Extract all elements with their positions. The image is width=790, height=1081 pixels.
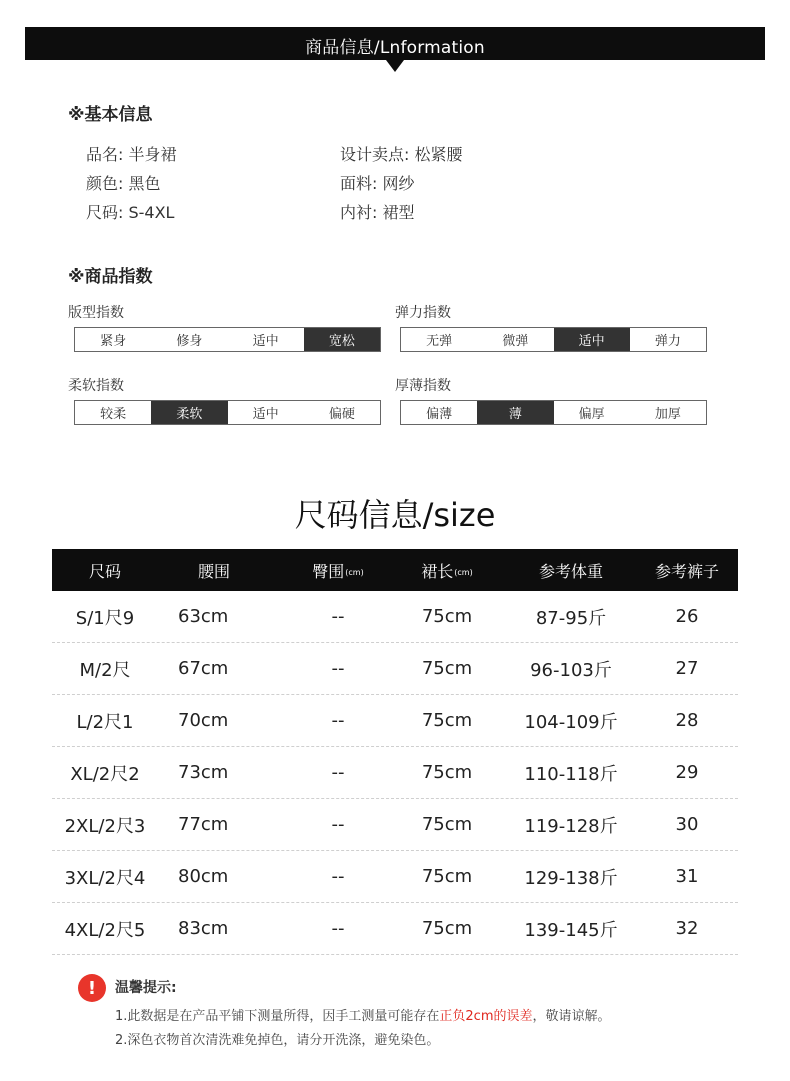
table-cell: 75cm	[421, 918, 473, 939]
fit-index-label: 版型指数	[68, 305, 124, 321]
table-cell: 104-109斤	[524, 711, 618, 733]
table-cell: 110-118斤	[524, 763, 618, 785]
table-row	[52, 591, 738, 643]
scale-option: 加厚	[654, 407, 681, 422]
size-table	[52, 549, 738, 955]
softness-index-label: 柔软指数	[68, 378, 124, 394]
header-hip: 臀围 (cm)	[312, 561, 364, 581]
table-cell: 75cm	[421, 710, 473, 731]
table-cell: S/1尺9	[75, 607, 135, 629]
tips-title: 温馨提示:	[115, 980, 177, 996]
thickness-index-label: 厚薄指数	[395, 378, 451, 394]
scale-option: 偏厚	[578, 407, 605, 422]
scale-option: 偏硬	[328, 407, 355, 422]
table-cell: --	[331, 814, 345, 835]
elasticity-index-scale	[400, 327, 707, 352]
table-cell: 70cm	[178, 710, 229, 731]
table-cell: 75cm	[421, 606, 473, 627]
table-row	[52, 747, 738, 799]
tips-note-1: 1.此数据是在产品平铺下测量所得，因手工测量可能存在正负2cm的误差，敬请谅解。	[115, 1009, 611, 1024]
table-cell: 75cm	[421, 814, 473, 835]
scale-option: 无弹	[426, 334, 453, 349]
scale-option-selected: 宽松	[304, 328, 380, 351]
scale-option: 紧身	[100, 334, 127, 349]
size-info-title: 尺码信息/size	[294, 496, 496, 534]
header-banner	[25, 27, 765, 60]
product-index-heading: ※商品指数	[68, 267, 153, 287]
table-cell: 67cm	[178, 658, 229, 679]
table-cell: 2XL/2尺3	[64, 815, 146, 837]
table-cell: XL/2尺2	[70, 763, 140, 785]
table-cell: 75cm	[421, 658, 473, 679]
fit-index-scale	[74, 327, 381, 352]
basic-info-heading: ※基本信息	[68, 105, 153, 125]
header-ref-weight: 参考体重	[538, 561, 603, 581]
table-cell: 29	[675, 762, 699, 783]
table-cell: 31	[675, 866, 699, 887]
table-cell: M/2尺	[79, 659, 131, 681]
info-color: 颜色: 黑色	[86, 174, 161, 193]
elasticity-index-label: 弹力指数	[395, 305, 451, 321]
table-cell: 32	[675, 918, 699, 939]
banner-notch	[386, 60, 404, 72]
table-cell: 75cm	[421, 762, 473, 783]
scale-option-selected: 适中	[554, 328, 630, 351]
scale-option: 微弹	[502, 334, 529, 349]
header-size: 尺码	[88, 561, 121, 581]
banner-title: 商品信息/Lnformation	[305, 38, 485, 58]
table-row	[52, 643, 738, 695]
table-cell: 77cm	[178, 814, 229, 835]
table-cell: --	[331, 918, 345, 939]
table-row	[52, 695, 738, 747]
scale-option: 适中	[252, 407, 279, 422]
scale-option: 修身	[176, 334, 203, 349]
info-design-feature: 设计卖点: 松紧腰	[340, 145, 463, 164]
info-size-range: 尺码: S-4XL	[86, 203, 175, 222]
scale-option-selected: 柔软	[151, 401, 227, 424]
table-cell: --	[331, 606, 345, 627]
table-cell: --	[331, 658, 345, 679]
scale-option-selected: 薄	[477, 401, 553, 424]
table-cell: 87-95斤	[535, 607, 607, 629]
scale-option: 弹力	[654, 334, 681, 349]
scale-option: 较柔	[100, 407, 127, 422]
thickness-index-scale	[400, 400, 707, 425]
table-cell: 75cm	[421, 866, 473, 887]
header-skirt-length: 裙长 (cm)	[421, 561, 473, 581]
table-row	[52, 903, 738, 955]
table-cell: 27	[675, 658, 699, 679]
table-cell: 73cm	[178, 762, 229, 783]
header-hip-unit: (cm)	[345, 567, 364, 577]
table-cell: 30	[675, 814, 699, 835]
size-table-body	[52, 591, 738, 955]
info-fabric: 面料: 网纱	[340, 174, 415, 193]
size-table-header	[52, 549, 738, 591]
scale-option: 适中	[252, 334, 279, 349]
softness-index-scale	[74, 400, 381, 425]
table-cell: 119-128斤	[524, 815, 618, 837]
table-cell: L/2尺1	[76, 711, 134, 733]
table-cell: 3XL/2尺4	[64, 867, 146, 889]
header-ref-pants: 参考裤子	[654, 561, 719, 581]
table-cell: 28	[675, 710, 699, 731]
table-cell: 63cm	[178, 606, 229, 627]
warning-icon: !	[78, 974, 106, 1002]
table-cell: 4XL/2尺5	[64, 919, 146, 941]
table-cell: --	[331, 762, 345, 783]
header-length-unit: (cm)	[454, 567, 473, 577]
table-cell: --	[331, 710, 345, 731]
tips-note-1-highlight: 正负2cm的误差	[439, 1009, 533, 1024]
info-lining: 内衬: 裙型	[340, 203, 415, 222]
tips-note-2: 2.深色衣物首次清洗难免掉色，请分开洗涤，避免染色。	[115, 1033, 440, 1048]
table-cell: --	[331, 866, 345, 887]
table-cell: 129-138斤	[524, 867, 618, 889]
scale-option: 偏薄	[426, 407, 453, 422]
info-product-name: 品名: 半身裙	[86, 145, 177, 164]
header-waist: 腰围	[198, 561, 231, 581]
table-cell: 26	[675, 606, 699, 627]
table-cell: 80cm	[178, 866, 229, 887]
table-cell: 139-145斤	[524, 919, 618, 941]
table-row	[52, 799, 738, 851]
table-cell: 83cm	[178, 918, 229, 939]
table-row	[52, 851, 738, 903]
table-cell: 96-103斤	[530, 659, 612, 681]
